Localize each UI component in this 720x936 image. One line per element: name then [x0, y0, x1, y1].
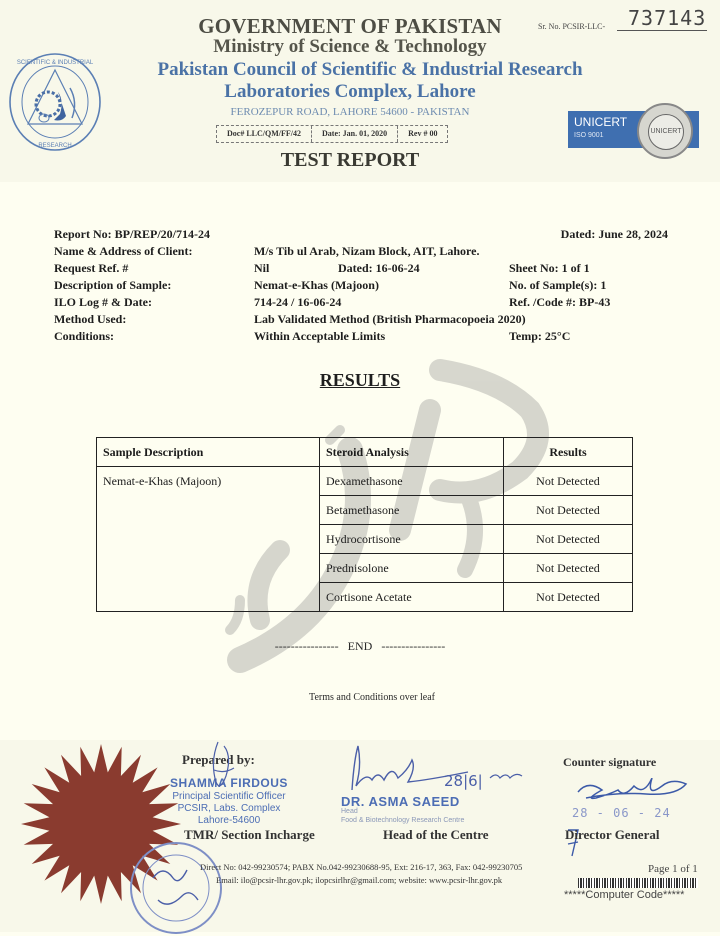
sample-label: Description of Sample: — [54, 278, 172, 292]
analyte-cell: Prednisolone — [320, 554, 504, 583]
request-label: Request Ref. # — [54, 261, 129, 275]
role-head-of-centre: Head of the Centre — [383, 827, 489, 842]
results-heading: RESULTS — [319, 370, 401, 390]
end-marker: ---------------- END ---------------- — [274, 639, 446, 653]
ilo-value: 714-24 / 16-06-24 — [254, 295, 342, 309]
head-name: DR. ASMA SAEED — [341, 794, 460, 809]
doc-revision: Rev # 00 — [408, 129, 438, 138]
request-dated: Dated: 16-06-24 — [338, 261, 420, 275]
request-value: Nil — [254, 261, 270, 275]
preparer-name: SHAMMA FIRDOUS — [170, 776, 288, 790]
terms-note: Terms and Conditions over leaf — [309, 692, 435, 703]
column-header-results: Results — [504, 438, 633, 467]
page-title: TEST REPORT — [280, 149, 420, 171]
preparer-org: PCSIR, Labs. Complex — [177, 803, 281, 814]
info-row-ilo — [54, 294, 668, 311]
council-heading: Pakistan Council of Scientific & Industrial Research — [157, 59, 583, 80]
method-value: Lab Validated Method (British Pharmacopoeia 2020) — [254, 312, 526, 326]
results-table — [96, 437, 633, 612]
info-row-method — [54, 311, 668, 328]
analyte-cell: Betamethasone — [320, 496, 504, 525]
unicert-standard: ISO 9001 — [574, 132, 604, 139]
analyte-cell: Cortisone Acetate — [320, 583, 504, 612]
serial-label: Sr. No. PCSIR-LLC- — [538, 22, 606, 31]
serial-underline — [617, 30, 707, 31]
method-label: Method Used: — [54, 312, 127, 326]
unicert-seal-icon — [637, 103, 693, 159]
info-row-conditions — [54, 328, 668, 345]
info-row-client — [54, 243, 668, 260]
counter-signature-label: Counter signature — [563, 755, 657, 769]
result-cell: Not Detected — [504, 467, 633, 496]
info-row-sample — [54, 277, 668, 294]
computer-code-label: *****Computer Code***** — [564, 889, 685, 901]
doc-control-box — [216, 125, 448, 143]
info-row-request — [54, 260, 668, 277]
head-department: Food & Biotechnology Research Centre — [341, 817, 465, 824]
doc-number: Doc# LLC/QM/FF/42 — [217, 126, 312, 142]
contact-email-line: Email: ilo@pcsir-lhr.gov.pk; ilopcsirlhr@gmail.com; website: www.pcsir-lhr.gov.pk — [216, 875, 503, 885]
client-value: M/s Tib ul Arab, Nizam Block, AIT, Lahore. — [254, 244, 480, 258]
report-info — [54, 226, 668, 345]
serial-number: 737143 — [628, 6, 707, 30]
received-round-stamp — [128, 840, 224, 936]
counter-signature-date: 28 - 06 - 24 — [572, 806, 671, 820]
lab-heading: Laboratories Complex, Lahore — [224, 81, 476, 102]
ilo-label: ILO Log # & Date: — [54, 295, 152, 309]
report-number: Report No: BP/REP/20/714-24 — [54, 227, 210, 241]
sheet-number: Sheet No: 1 of 1 — [509, 261, 590, 275]
doc-date: Date: Jan. 01, 2020 — [312, 126, 398, 142]
role-section-incharge: TMR/ Section Incharge — [184, 827, 315, 842]
analyte-cell: Dexamethasone — [320, 467, 504, 496]
sample-count: No. of Sample(s): 1 — [509, 278, 607, 292]
prepared-by-label: Prepared by: — [182, 752, 255, 767]
svg-text:28|6|: 28|6| — [444, 772, 483, 790]
page-number: Page 1 of 1 — [648, 863, 698, 875]
result-cell: Not Detected — [504, 554, 633, 583]
table-header-row — [97, 438, 633, 467]
analyte-cell: Hydrocortisone — [320, 525, 504, 554]
table-row — [97, 467, 633, 496]
sample-description-cell: Nemat-e-Khas (Majoon) — [97, 467, 320, 612]
address: FEROZEPUR ROAD, LAHORE 54600 - PAKISTAN — [230, 106, 470, 118]
unicert-name: UNICERT — [574, 115, 628, 129]
temperature: Temp: 25°C — [509, 329, 571, 343]
result-cell: Not Detected — [504, 583, 633, 612]
info-row-report — [54, 226, 668, 243]
result-cell: Not Detected — [504, 496, 633, 525]
client-label: Name & Address of Client: — [54, 244, 193, 258]
govt-heading: GOVERNMENT OF PAKISTAN — [198, 14, 502, 38]
column-header-sample: Sample Description — [97, 438, 320, 467]
conditions-value: Within Acceptable Limits — [254, 329, 386, 343]
svg-text:RESEARCH: RESEARCH — [38, 143, 72, 149]
preparer-city: Lahore-54600 — [197, 815, 261, 826]
result-cell: Not Detected — [504, 525, 633, 554]
column-header-analysis: Steroid Analysis — [320, 438, 504, 467]
conditions-label: Conditions: — [54, 329, 115, 343]
unicert-seal-text: UNICERT — [648, 114, 684, 150]
contact-phone-line: Direct No: 042-99230574; PABX No.042-99230688-95, Ext: 216-17, 363, Fax: 042-99230705 — [200, 862, 523, 872]
barcode — [578, 878, 698, 888]
sample-value: Nemat-e-Khas (Majoon) — [254, 278, 379, 292]
ministry-heading: Ministry of Science & Technology — [213, 36, 487, 57]
preparer-title: Principal Scientific Officer — [172, 791, 286, 802]
ref-code: Ref. /Code #: BP-43 — [509, 295, 611, 309]
svg-text:SCIENTIFIC & INDUSTRIAL: SCIENTIFIC & INDUSTRIAL — [16, 60, 94, 66]
head-title: Head — [341, 808, 358, 815]
role-director-general: Director General — [565, 827, 660, 842]
report-date: Dated: June 28, 2024 — [560, 227, 668, 241]
